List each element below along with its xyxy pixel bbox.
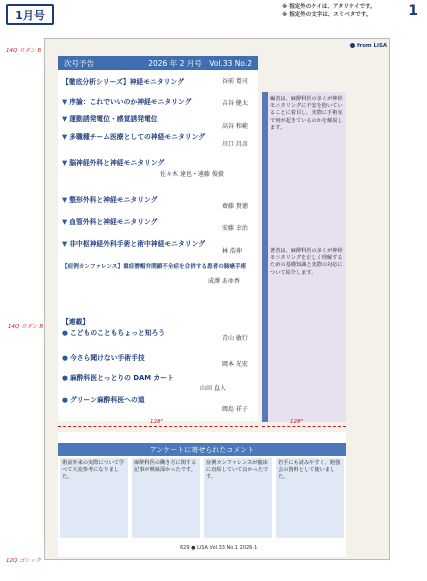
section-title: 【症例カンファレンス】重症僧帽弁閉鎖不全症を合併する患者の肺癌手術: [62, 264, 247, 270]
proof-mark: 128ᴴ: [150, 419, 164, 425]
comment-card: 術前外来の実際について学べて大変参考になりました。: [60, 458, 128, 538]
triangle-icon: ▼: [62, 240, 68, 248]
section-title: ▼ 序論：これでいいのか神経モニタリング: [62, 98, 192, 106]
section-author: 山田 直人: [200, 385, 226, 392]
section-author: 成澤 あゆ香: [208, 278, 240, 285]
triangle-icon: ▼: [62, 115, 68, 123]
section-author: 吉谷 健太: [222, 100, 248, 107]
section-author: 岡本 光宏: [222, 361, 248, 368]
section-title: ▼ 脳神経外科と神経モニタリング: [62, 159, 165, 167]
page-number: 1: [408, 3, 418, 19]
brand-dot-icon: [350, 43, 355, 48]
section-author: 青山 敏行: [222, 335, 248, 342]
section-author: 佐々木 達也・遠藤 俊毅: [160, 171, 224, 178]
section-author: 岡島 祥子: [222, 406, 248, 413]
section-title: ● 麻酔科医とっとりの DAM カート: [62, 374, 174, 382]
triangle-icon: ▼: [62, 133, 68, 141]
section-title: ▼ 血管外科と神経モニタリング: [62, 218, 158, 226]
page-footer: 629 ● LiSA Vol.33 No.1 2026-1: [180, 545, 258, 551]
section-title: 【連載】: [62, 318, 90, 326]
header-right: 2026 年 2 月号 Vol.33 No.2: [148, 58, 252, 68]
section-title: ▼ 整形外科と神経モニタリング: [62, 196, 158, 204]
note-1: ※ 指定外のケイは、アタリケイです。: [282, 4, 376, 10]
section-title: ▼ 非中枢神経外科手術と術中神経モニタリング: [62, 240, 206, 248]
proof-rule: [262, 426, 346, 427]
brand-label: from LiSA: [350, 43, 387, 49]
proof-rule: [58, 426, 258, 427]
toc-header: [58, 56, 258, 70]
proof-mark: 14Q ロダン B: [8, 324, 44, 330]
section-author: 林 浩伸: [222, 248, 242, 255]
proof-mark: 128ᴴ: [290, 419, 304, 425]
proof-notes: [282, 3, 376, 19]
triangle-icon: ▼: [62, 196, 68, 204]
right-text-1: 編者は、麻酔科医の多くが神経モニタリングに不安を抱いていることに着目し、実際に手術室で何が起きているのかを解説します。: [270, 96, 343, 131]
section-title: ● 今さら聞けない手術手技: [62, 354, 145, 362]
proof-mark: 12Q ゴシック: [6, 558, 41, 564]
comments-title: アンケートに寄せられたコメント: [58, 443, 346, 456]
section-title: ● グリーン麻酔科医への道: [62, 396, 145, 404]
triangle-icon: ▼: [62, 98, 68, 106]
section-author: 谷前 寛司: [222, 78, 248, 85]
triangle-icon: ▼: [62, 218, 68, 226]
section-author: 高谷 和範: [222, 123, 248, 130]
comment-card: 若手にも読みやすく、勉強会の資料として使いました。: [276, 458, 344, 538]
section-author: 川口 昌彦: [222, 141, 248, 148]
comment-card: 症例カンファレンスが臨床に直結していて良かったです。: [204, 458, 272, 538]
circle-icon: ●: [62, 374, 68, 382]
section-title: ● こどものこともちょっと知ろう: [62, 329, 166, 337]
comment-card: 麻酔科医の働き方に関する記事が興味深かったです。: [132, 458, 200, 538]
note-2: ※ 指定外の文字は、スミベタです。: [282, 12, 372, 18]
circle-icon: ●: [62, 329, 68, 337]
proof-mark: 14Q ロダン B: [6, 48, 42, 54]
right-text-2: 著者は、麻酔科医の多くが神経モニタリングを正しく理解するための基礎知識と実際の対応について紹介します。: [270, 248, 343, 276]
section-author: 安藤 幸治: [222, 225, 248, 232]
circle-icon: ●: [62, 396, 68, 404]
section-title: 【徹底分析シリーズ】神経モニタリング: [62, 78, 184, 86]
section-author: 齋藤 貴徳: [222, 203, 248, 210]
circle-icon: ●: [62, 354, 68, 362]
section-title: ▼ 多職種チーム医療としての神経モニタリング: [62, 133, 206, 141]
section-title: ▼ 運動誘発電位・感覚誘発電位: [62, 115, 158, 123]
header-left: 次号予告: [64, 58, 94, 68]
triangle-icon: ▼: [62, 159, 68, 167]
issue-tab: 1月号: [6, 4, 54, 25]
